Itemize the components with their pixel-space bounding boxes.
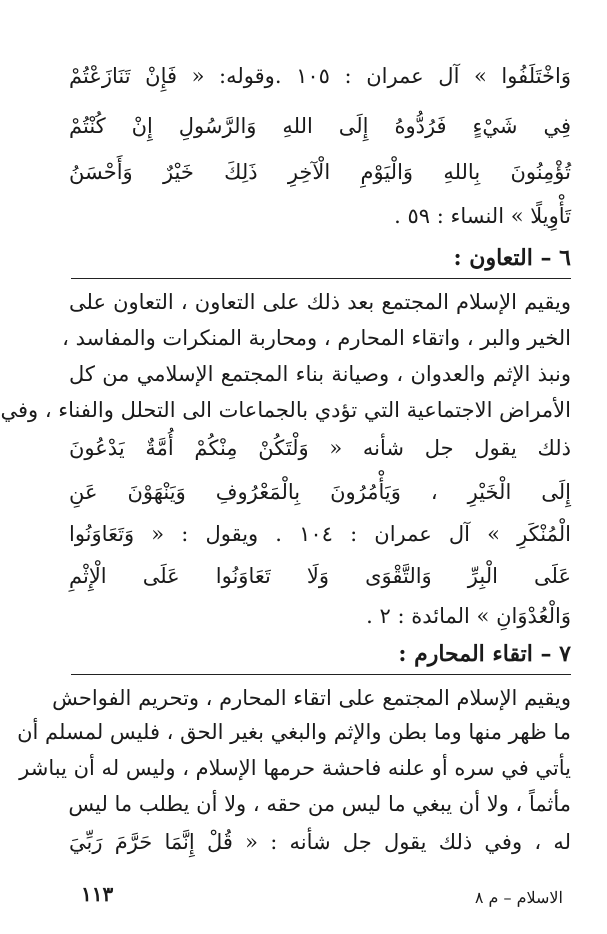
section-heading-cooperation: ٦ – التعاون : [453,245,571,271]
text-line: الخير والبر ، واتقاء المحارم ، ومحاربة المنكرات والمفاسد ، [62,326,571,350]
text-line: يأتي في سره أو علنه فاحشة حرمها الإسلام ، وليس له أن يباشر [19,756,571,780]
text-line: تَأْوِيلًا » النساء : ٥٩ . [394,204,571,228]
text-line: الْمُنْكَرِ » آل عمران : ١٠٤ . ويقول : « وَتَعَاوَنُوا [69,522,571,546]
section-divider [71,674,571,675]
text-line: عَلَى الْبِرِّ وَالتَّقْوَى وَلَا تَعَاوَنُوا عَلَى الْإِثْمِ [69,564,571,588]
text-line: إِلَى الْخَيْرِ ، وَيَأْمُرُونَ بِالْمَعْرُوفِ وَيَنْهَوْنَ عَنِ [69,480,571,504]
printer-signature-mark: الاسلام – م ٨ [474,888,563,907]
text-line: ونبذ الإثم والعدوان ، وصيانة بناء المجتمع الإسلامي من كل [69,362,571,386]
text-line: وَالْعُدْوَانِ » المائدة : ٢ . [366,604,571,628]
text-line: له ، وفي ذلك يقول جل شأنه : « قُلْ إِنَّمَا حَرَّمَ رَبِّيَ [69,830,571,854]
text-line: مأثماً ، ولا أن يبغي ما ليس من حقه ، ولا أن يطلب ما ليس [68,792,571,816]
section-heading-avoiding-prohibitions: ٧ – اتقاء المحارم : [398,641,571,667]
page-number: ١١٣ [81,882,114,906]
text-line: ذلك يقول جل شأنه « وَلْتَكُنْ مِنْكُمْ أُمَّةٌ يَدْعُونَ [69,436,571,460]
text-line: الأمراض الاجتماعية التي تؤدي بالجماعات الى التحلل والفناء ، وفي [0,398,571,422]
section-divider [71,278,571,279]
text-line: ما ظهر منها وما بطن والإثم والبغي بغير الحق ، فليس لمسلم أن [17,720,571,744]
text-line: ويقيم الإسلام المجتمع على اتقاء المحارم ، وتحريم الفواحش [52,686,571,710]
text-line: ويقيم الإسلام المجتمع بعد ذلك على التعاون ، التعاون على [69,290,571,314]
text-line: تُؤْمِنُونَ بِاللهِ وَالْيَوْمِ الْآخِرِ ذَلِكَ خَيْرٌ وَأَحْسَنُ [69,160,571,184]
text-line: وَاخْتَلَفُوا » آل عمران : ١٠٥ .وقوله: « فَإِنْ تَنَازَعْتُمْ [69,64,571,88]
text-line: فِي شَيْءٍ فَرُدُّوهُ إِلَى اللهِ وَالرَّسُولِ إِنْ كُنْتُمْ [69,114,571,138]
